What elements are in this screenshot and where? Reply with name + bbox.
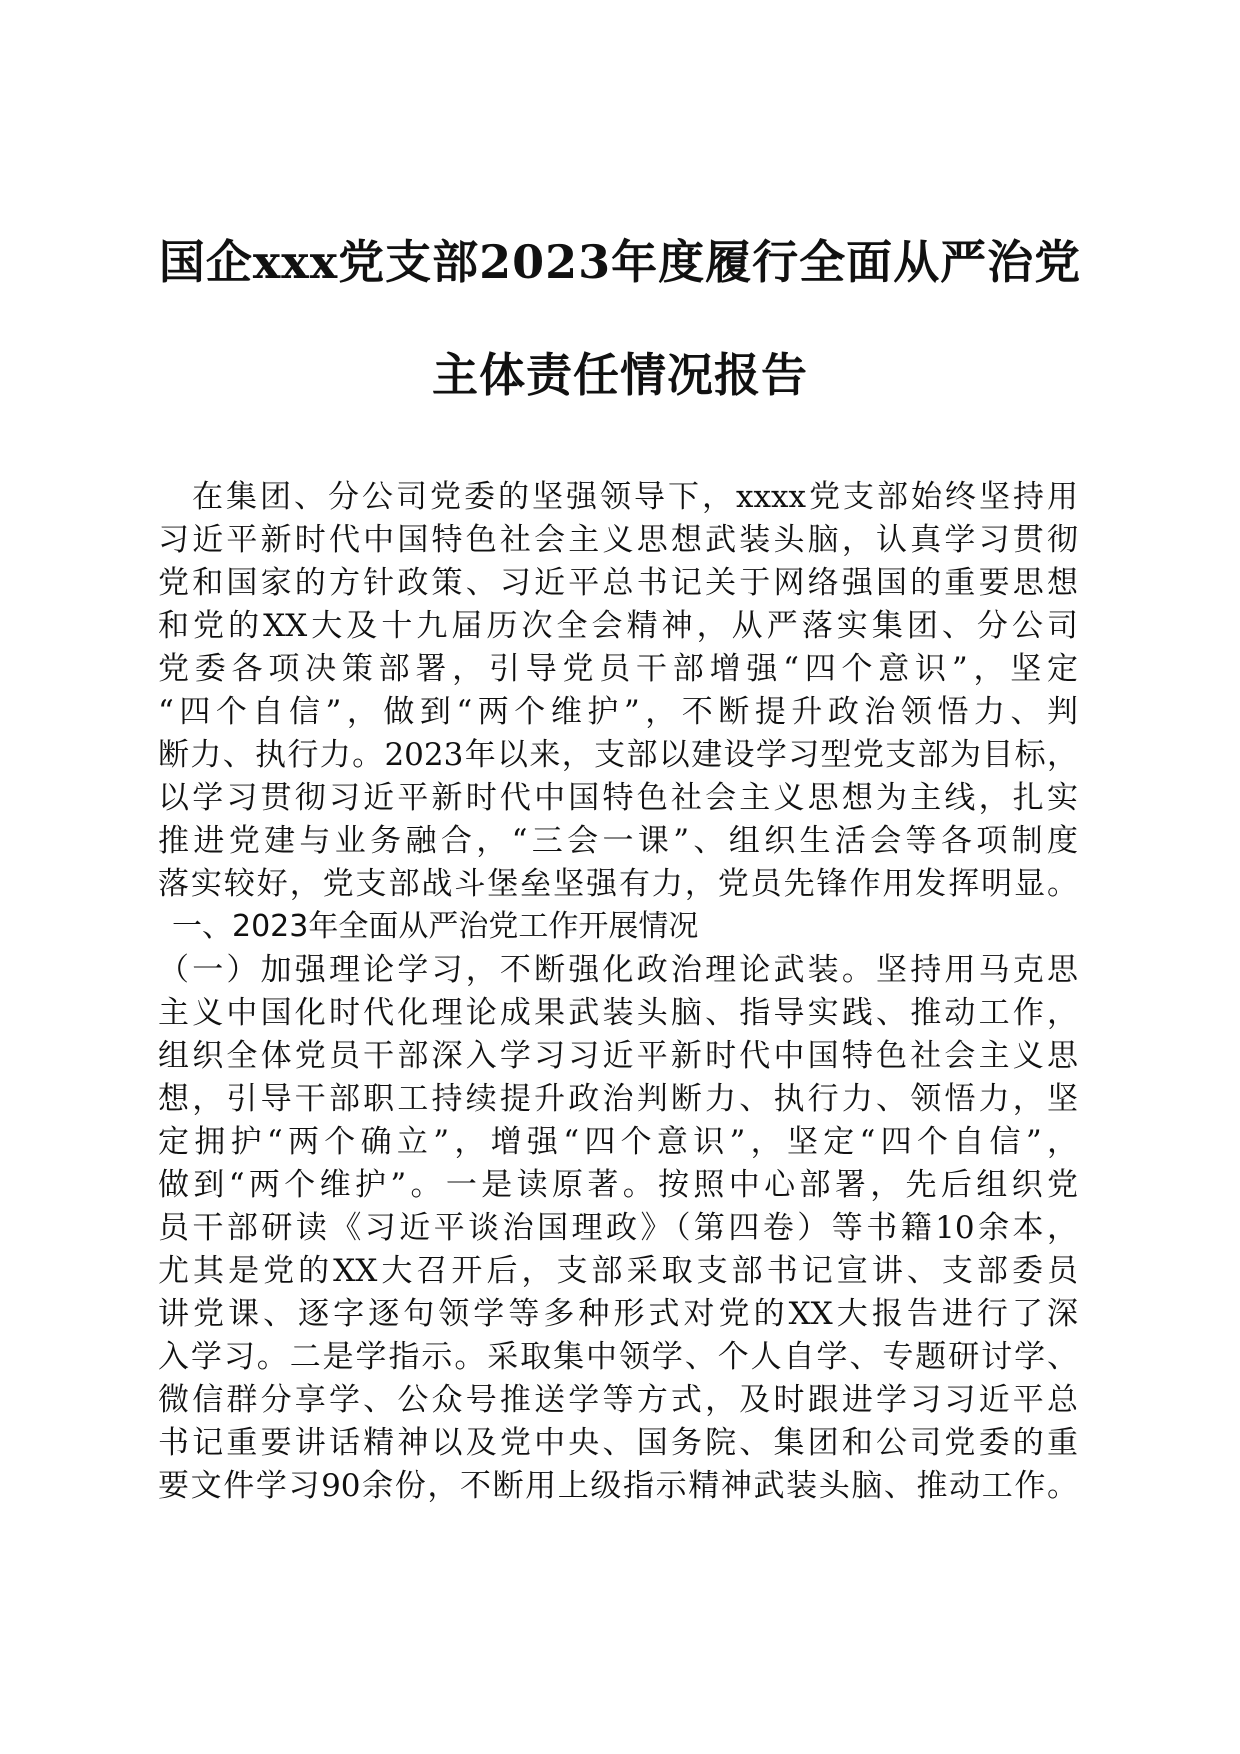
section-1-heading: 一、2023年全面从严治党工作开展情况 xyxy=(172,909,699,944)
intro-paragraph-line: 党委各项决策部署，引导党员干部增强“四个意识”，坚定 xyxy=(158,651,1078,687)
section-1-paragraph-line: 入学习。二是学指示。采取集中领学、个人自学、专题研讨学、 xyxy=(158,1339,1078,1375)
section-1-paragraph-line: 讲党课、逐字逐句领学等多种形式对党的XX大报告进行了深 xyxy=(158,1296,1078,1332)
section-1-paragraph-line: 主义中国化时代化理论成果武装头脑、指导实践、推动工作， xyxy=(158,995,1078,1031)
intro-paragraph-line: 在集团、分公司党委的坚强领导下，xxxx党支部始终坚持用 xyxy=(158,479,1078,515)
intro-paragraph-line: 党和国家的方针政策、习近平总书记关于网络强国的重要思想 xyxy=(158,565,1078,601)
section-1-paragraph-line: 要文件学习90余份，不断用上级指示精神武装头脑、推动工作。 xyxy=(158,1468,1078,1504)
intro-paragraph-line: 推进党建与业务融合，“三会一课”、组织生活会等各项制度 xyxy=(158,823,1078,859)
intro-paragraph-line: 落实较好，党支部战斗堡垒坚强有力，党员先锋作用发挥明显。 xyxy=(158,866,1078,902)
section-1-paragraph-line: 员干部研读《习近平谈治国理政》（第四卷）等书籍10余本， xyxy=(158,1210,1078,1246)
intro-paragraph-line: 以学习贯彻习近平新时代中国特色社会主义思想为主线，扎实 xyxy=(158,780,1078,816)
document-title-line-2: 主体责任情况报告 xyxy=(432,348,808,402)
section-1-paragraph-line: （一）加强理论学习，不断强化政治理论武装。坚持用马克思 xyxy=(158,952,1078,988)
section-1-paragraph-line: 做到“两个维护”。一是读原著。按照中心部署，先后组织党 xyxy=(158,1167,1078,1203)
section-1-paragraph-line: 书记重要讲话精神以及党中央、国务院、集团和公司党委的重 xyxy=(158,1425,1078,1461)
section-1-paragraph-line: 尤其是党的XX大召开后，支部采取支部书记宣讲、支部委员 xyxy=(158,1253,1078,1289)
intro-paragraph-line: “四个自信”，做到“两个维护”，不断提升政治领悟力、判 xyxy=(158,694,1078,730)
intro-paragraph-line: 断力、执行力。2023年以来，支部以建设学习型党支部为目标， xyxy=(158,737,1078,773)
intro-paragraph-line: 和党的XX大及十九届历次全会精神，从严落实集团、分公司 xyxy=(158,608,1078,644)
section-1-paragraph-line: 微信群分享学、公众号推送学等方式，及时跟进学习习近平总 xyxy=(158,1382,1078,1418)
section-1-paragraph-line: 想，引导干部职工持续提升政治判断力、执行力、领悟力，坚 xyxy=(158,1081,1078,1117)
section-1-paragraph-line: 定拥护“两个确立”，增强“四个意识”，坚定“四个自信”， xyxy=(158,1124,1078,1160)
intro-paragraph-line: 习近平新时代中国特色社会主义思想武装头脑，认真学习贯彻 xyxy=(158,522,1078,558)
section-1-paragraph-line: 组织全体党员干部深入学习习近平新时代中国特色社会主义思 xyxy=(158,1038,1078,1074)
document-title-line-1: 国企xxx党支部2023年度履行全面从严治党 xyxy=(158,235,1082,289)
